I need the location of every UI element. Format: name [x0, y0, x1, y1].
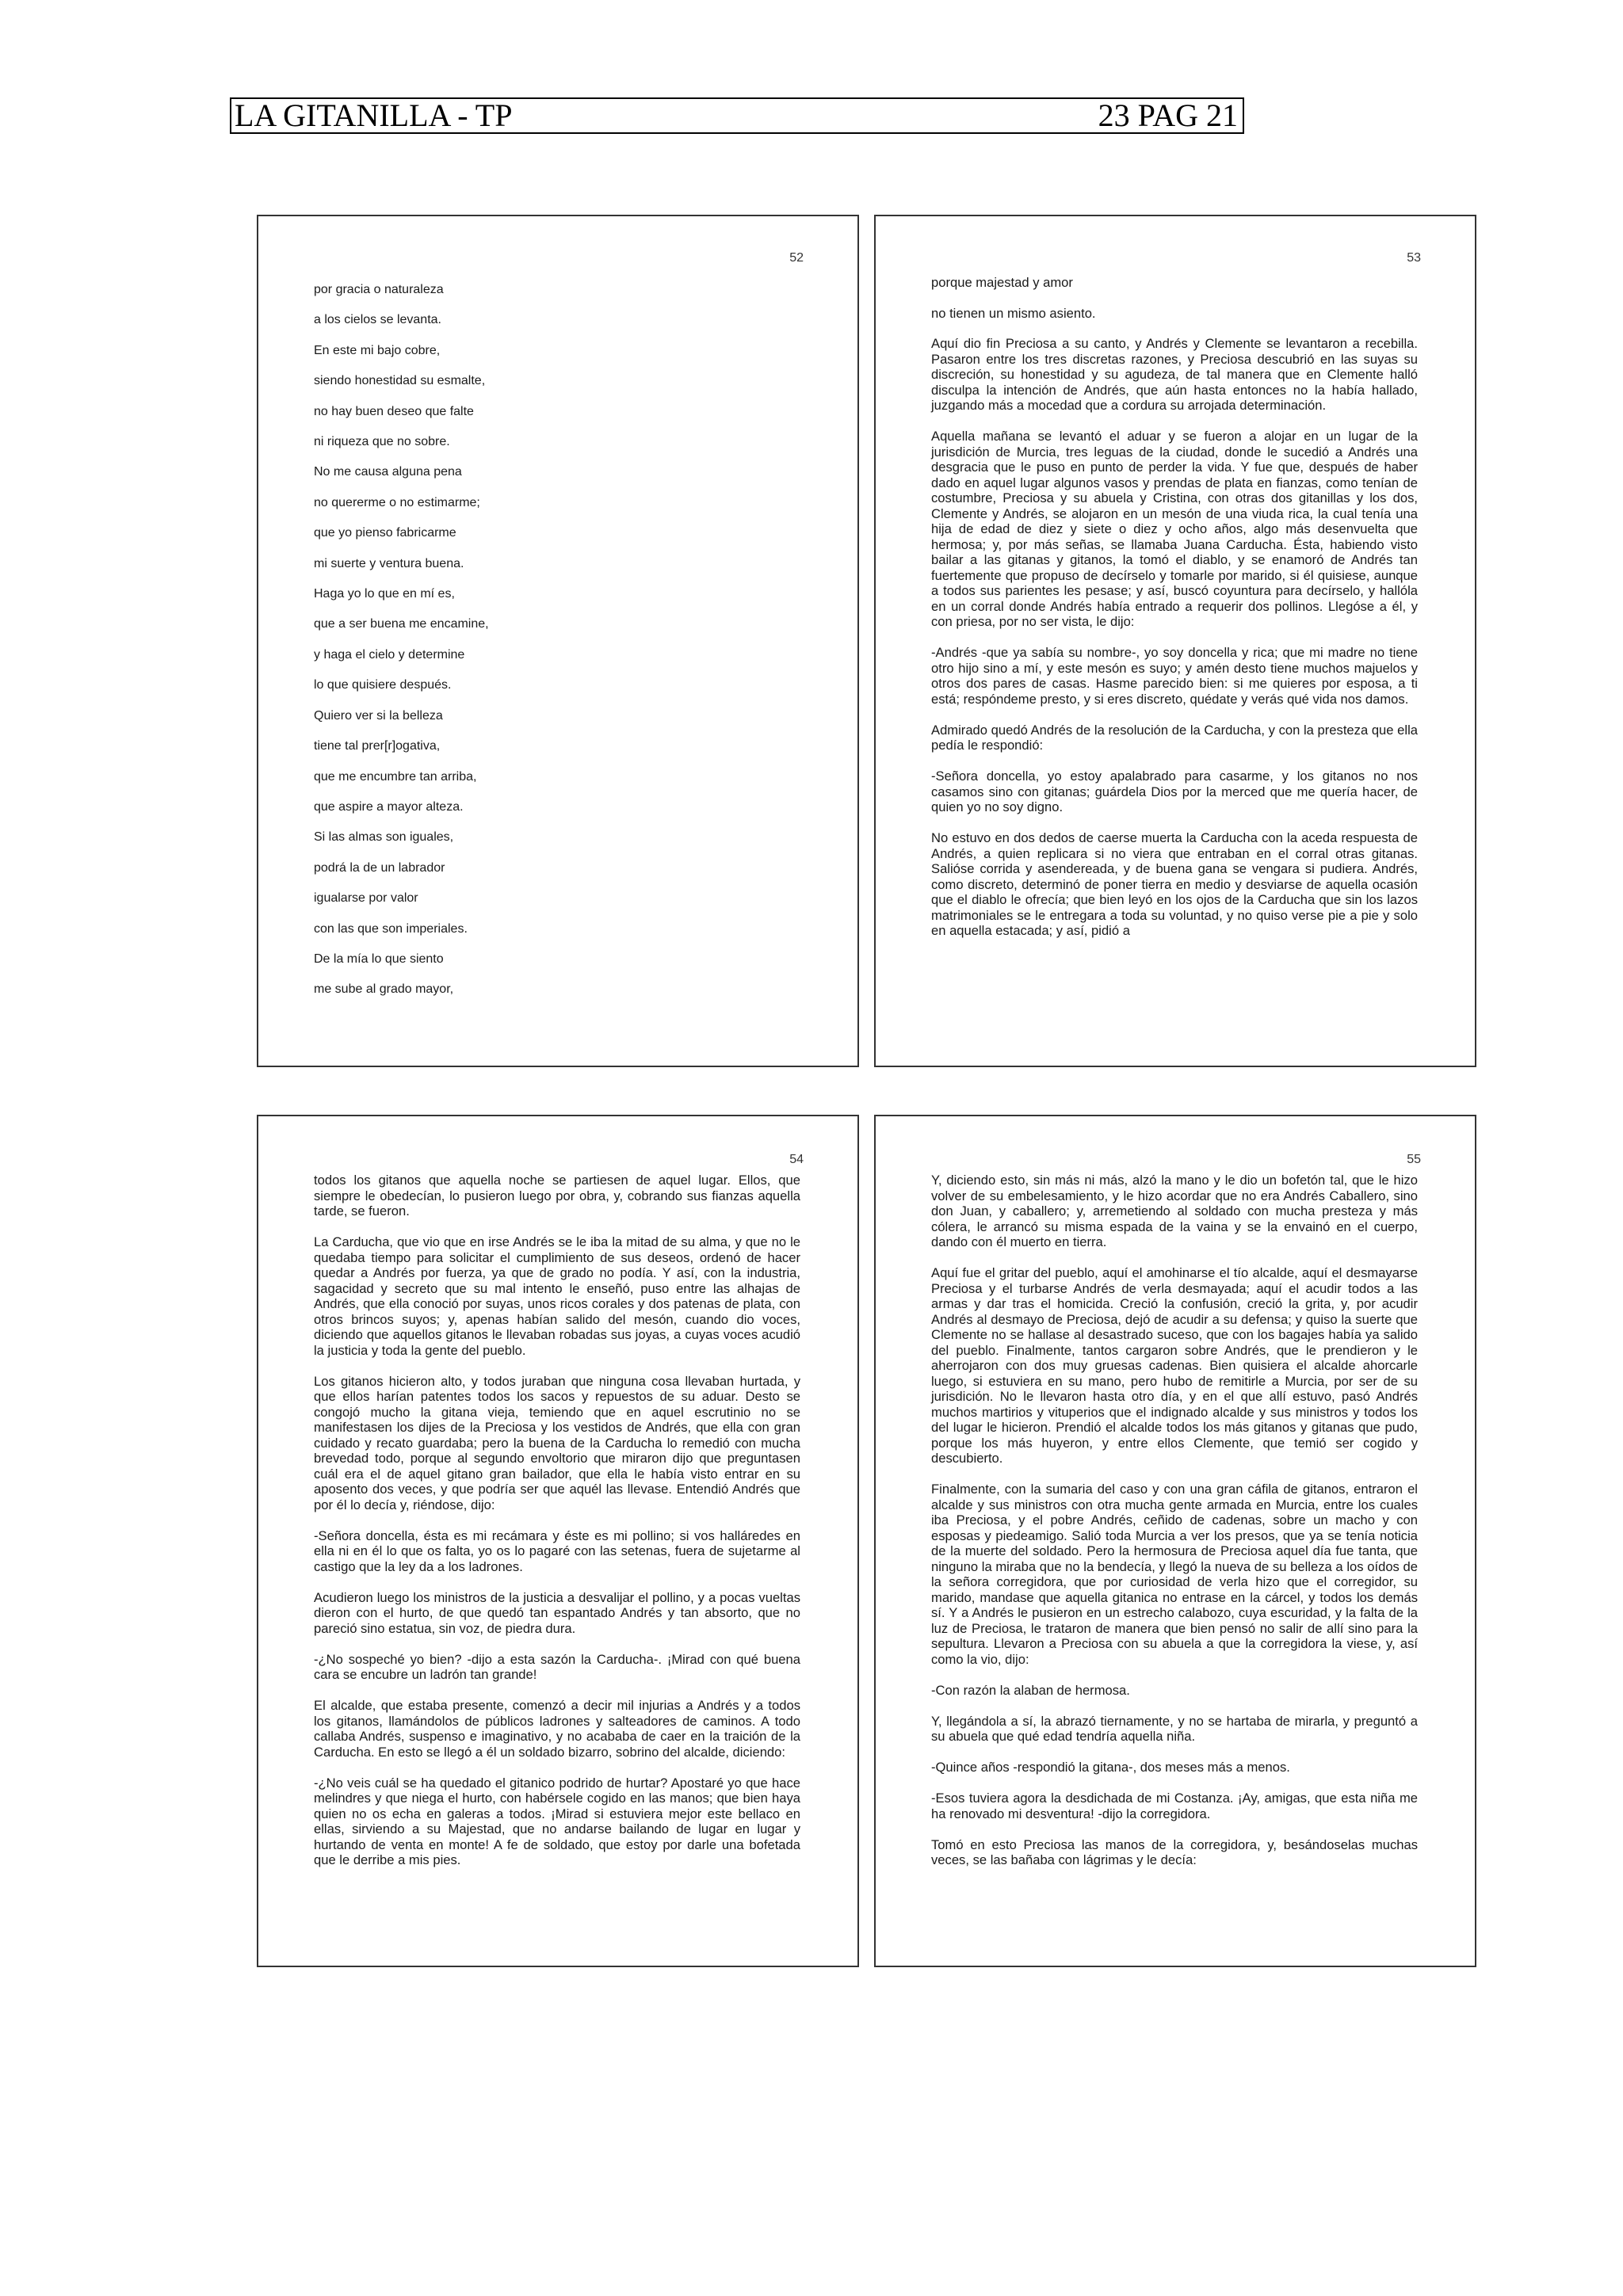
- book-page-53: [874, 215, 1476, 1067]
- paragraph: Finalmente, con la sumaria del caso y con una gran cáfila de gitanos, entraron el alcalde y sus ministros con otra mucha gente armada en Murcia, entre los cuales iba Preciosa, y el pobre Andrés, ceñido de cadenas, sobre un macho y con esposas y piedeamigo. Salió toda Murcia a ver los presos, que ya se tenía noticia de la muerte del soldado. Pero la hermosura de Preciosa aquel día fue tanta, que ninguno la miraba que no la bendecía, y llegó la nueva de su belleza a los oídos de la señora corregidora, que por curiosidad de verla hizo que el corregidor, su marido, mandase que aquella gitanica no entrase en la cárcel, y todos los demás sí. Y a Andrés le pusieron en un estrecho calabozo, cuya escuridad, y la falta de la luz de Preciosa, le trataron de manera que bien pensó no salir de allí sino para la sepultura. Llevaron a Preciosa con su abuela a que la corregidora la viese, y, así como la vio, dijo:: [931, 1482, 1418, 1667]
- verse-line: con las que son imperiales.: [314, 921, 468, 936]
- paragraph: -¿No sospeché yo bien? -dijo a esta sazón la Carducha-. ¡Mirad con qué buena cara se encubre un ladrón tan grande!: [314, 1651, 800, 1682]
- book-page-54: [257, 1115, 859, 1967]
- paragraph: Y, diciendo esto, sin más ni más, alzó la mano y le dio un bofetón tal, que le hizo volver de su embelesamiento, y le hizo acordar que no era Andrés Caballero, sino don Juan, y caballero; y, arremetiendo al soldado con mucha presteza y más cólera, le arrancó su misma espada de la vaina y se la envainó en el cuerpo, dando con él muerto en tierra.: [931, 1173, 1418, 1249]
- page-number: 53: [1407, 251, 1421, 265]
- verse-line: igualarse por valor: [314, 891, 418, 906]
- verse-line: podrá la de un labrador: [314, 860, 445, 875]
- verse-line: y haga el cielo y determine: [314, 647, 465, 662]
- verse-line: que me encumbre tan arriba,: [314, 769, 477, 784]
- verse-line: siendo honestidad su esmalte,: [314, 374, 486, 388]
- verse-line: no quererme o no estimarme;: [314, 495, 480, 509]
- verse-line: que yo pienso fabricarme: [314, 526, 456, 540]
- verse-line: tiene tal prer[r]ogativa,: [314, 739, 441, 753]
- book-page-52: [257, 215, 859, 1067]
- paragraph: -Señora doncella, yo estoy apalabrado para casarme, y los gitanos no nos casamos sino con gitanas; guárdela Dios por la merced que me quería hacer, de quien yo no soy digno.: [931, 769, 1418, 814]
- paragraph: -Esos tuviera agora la desdichada de mi Costanza. ¡Ay, amigas, que esta niña me ha renovado mi desventura! -dijo la corregidora.: [931, 1791, 1418, 1821]
- verse-line: que aspire a mayor alteza.: [314, 799, 464, 814]
- page-number: 55: [1407, 1153, 1421, 1166]
- verse-line: Si las almas son iguales,: [314, 830, 454, 845]
- page-text: [931, 275, 1418, 939]
- verse-line: por gracia o naturaleza: [314, 283, 444, 296]
- verse-line: De la mía lo que siento: [314, 952, 444, 966]
- verse-line: Haga yo lo que en mí es,: [314, 587, 455, 601]
- document-title: LA GITANILLA - TP: [235, 97, 513, 133]
- verse-line: Quiero ver si la belleza: [314, 708, 443, 723]
- verse-line: En este mi bajo cobre,: [314, 343, 441, 357]
- paragraph: Admirado quedó Andrés de la resolución de la Carducha, y con la presteza que ella pedía le respondió:: [931, 722, 1418, 753]
- paragraph: -Quince años -respondió la gitana-, dos meses más a menos.: [931, 1760, 1290, 1775]
- page-text: [931, 1173, 1418, 1868]
- verse-line: mi suerte y ventura buena.: [314, 556, 464, 570]
- paragraph: Aquella mañana se levantó el aduar y se fueron a alojar en un lugar de la jurisdición de Murcia, tres leguas de la ciudad, donde le sucedió a Andrés una desgracia que le puso en punto de perder la vida. Y fue que, después de haber dado en aquel lugar algunos vasos y prendas de plata en fianzas, como tenían de costumbre, Preciosa y su abuela y Cristina, con otras dos gitanillas y los dos, Clemente y Andrés, se alojaron en un mesón de una viuda rica, la cual tenía una hija de edad de diez y siete o diez y ocho años, algo más desenvuelta que hermosa; y, por más señas, se llamaba Juana Carducha. Ésta, habiendo visto bailar a las gitanas y gitanos, la tomó el diablo, y se enamoró de Andrés tan fuertemente que propuso de decírselo y tomarle por marido, si él quisiese, aunque a todos sus parientes les pesase; y así, buscó coyuntura para decírselo, y hallóla en un corral donde Andrés había entrado a requerir dos pollinos. Llegóse a él, y con priesa, por no ser vista, le dijo:: [931, 429, 1418, 629]
- paragraph: Aquí fue el gritar del pueblo, aquí el amohinarse el tío alcalde, aquí el desmayarse Preciosa y el turbarse Andrés de verla desmayada; aquí el acudir todos a las armas y dar tras el homicida. Creció la confusión, creció la grita, y, por acudir Andrés al desmayo de Preciosa, dejó de acudir a su defensa; y quiso la suerte que Clemente no se hallase al desastrado suceso, que con los bagajes había ya salido del pueblo. Finalmente, tantos cargaron sobre Andrés, que le prendieron y le aherrojaron con dos muy gruesas cadenas. Bien quisiera el alcalde ahorcarle luego, si estuviera en su mano, pero hubo de remitirle a Murcia, por ser de su jurisdición. No le llevaron hasta otro día, y en el que allí estuvo, pasó Andrés muchos martirios y vituperios que el indignado alcalde y sus ministros y todos los del lugar le hicieron. Prendió el alcalde todos los más gitanos y gitanas que pudo, porque los más huyeron, y entre ellos Clemente, que temió ser cogido y descubierto.: [931, 1265, 1418, 1466]
- verse-line: me sube al grado mayor,: [314, 982, 454, 997]
- paragraph: Tomó en esto Preciosa las manos de la corregidora, y, besándoselas muchas veces, se las bañaba con lágrimas y le decía:: [931, 1836, 1418, 1867]
- verse-line: ni riqueza que no sobre.: [314, 435, 450, 449]
- paragraph: -Con razón la alaban de hermosa.: [931, 1682, 1130, 1698]
- paragraph: -¿No veis cuál se ha quedado el gitanico podrido de hurtar? Apostaré yo que hace melindres y que niega el hurto, con habérsele cogido en las manos; que bien haya quien no os echa en galeras a todos. ¡Mirad si estuviera mejor este bellaco en ellas, sirviendo a su Majestad, que no andarse bailando de lugar en lugar y hurtando de venta en monte! A fe de soldado, que estoy por darle una bofetada que le derribe a mis pies.: [314, 1775, 800, 1867]
- paragraph: Y, llegándola a sí, la abrazó tiernamente, y no se hartaba de mirarla, y preguntó a su abuela que qué edad tendría aquella niña.: [931, 1713, 1418, 1744]
- verse-line: no tienen un mismo asiento.: [931, 305, 1096, 321]
- page-number: 54: [789, 1153, 804, 1166]
- paragraph: -Andrés -que ya sabía su nombre-, yo soy doncella y rica; que mi madre no tiene otro hijo sino a mí, y este mesón es suyo; y amén desto tiene muchos majuelos y otros dos pares de casas. Hasme parecido bien: si me quieres por esposa, a ti está; respóndeme presto, y si eres discreto, quédate y verás qué vida nos damos.: [931, 645, 1418, 707]
- document-header: [230, 97, 1244, 134]
- book-page-55: [874, 1115, 1476, 1967]
- verse-line: a los cielos se levanta.: [314, 313, 441, 327]
- paragraph: todos los gitanos que aquella noche se partiesen de aquel lugar. Ellos, que siempre le obedecían, lo pusieron luego por obra, y, cobrando sus fianzas aquella tarde, se fueron.: [314, 1173, 800, 1219]
- paragraph: Los gitanos hicieron alto, y todos juraban que ninguna cosa llevaban hurtada, y que ellos harían patentes todos los sacos y repuestos de su aduar. Desto se congojó mucho la gitana vieja, temiendo que en aquel escrutinio no se manifestasen los dijes de la Preciosa y los vestidos de Andrés, que ella con gran cuidado y recato guardaba; pero la buena de la Carducha lo remedió con mucha brevedad todo, porque al segundo envoltorio que miraron dijo que preguntasen cuál era el de aquel gitano gran bailador, que ella le había visto entrar en su aposento dos veces, y que podría ser que aquél las llevase. Entendió Andrés que por él lo decía y, riéndose, dijo:: [314, 1373, 800, 1512]
- verse-line: No me causa alguna pena: [314, 465, 462, 479]
- paragraph: Aquí dio fin Preciosa a su canto, y Andrés y Clemente se levantaron a recebilla. Pasaron entre los tres discretas razones, y Preciosa descubrió en las suyas su discreción, su honestidad y su agudeza, de tal manera que en Clemente halló disculpa la intención de Andrés, que aún hasta entonces no la había hallado, juzgando más a mocedad que a cordura su arrojada determinación.: [931, 336, 1418, 413]
- page-text: [314, 1173, 800, 1868]
- verse-line: que a ser buena me encamine,: [314, 617, 489, 631]
- page-reference: 23 PAG 21: [1098, 97, 1238, 133]
- verse-block: [314, 275, 489, 1005]
- verse-line: no hay buen deseo que falte: [314, 404, 474, 418]
- paragraph: No estuvo en dos dedos de caerse muerta la Carducha con la aceda respuesta de Andrés, a quien replicara si no viera que entraban en el corral otras gitanas. Salióse corrida y asendereada, y de buena gana se vengara si pudiera. Andrés, como discreto, determinó de poner tierra en medio y desviarse de aquella ocasión que el diablo le ofrecía; que bien leyó en los ojos de la Carducha que sin los lazos matrimoniales se le entregara a toda su voluntad, y no quiso verse pie a pie y solo en aquella estacada; y así, pidió a: [931, 830, 1418, 938]
- paragraph: El alcalde, que estaba presente, comenzó a decir mil injurias a Andrés y a todos los gitanos, llamándolos de públicos ladrones y salteadores de caminos. A todo callaba Andrés, suspenso e imaginativo, y no acababa de caer en la traición de la Carducha. En esto se llegó a él un soldado bizarro, sobrino del alcalde, diciendo:: [314, 1698, 800, 1760]
- paragraph: La Carducha, que vio que en irse Andrés se le iba la mitad de su alma, y que no le quedaba tiempo para solicitar el cumplimiento de sus deseos, ordenó de hacer quedar a Andrés por fuerza, ya que de grado no podía. Y así, con la industria, sagacidad y secreto que su mal intento le enseñó, puso entre las alhajas de Andrés, que ella conoció por suyas, unos ricos corales y dos patenas de plata, con otros brincos suyos; y, apenas habían salido del mesón, cuando dio voces, diciendo que aquellos gitanos le llevaban robadas sus joyas, a cuyas voces acudió la justicia y toda la gente del pueblo.: [314, 1234, 800, 1358]
- page-number: 52: [789, 251, 804, 265]
- verse-line: lo que quisiere después.: [314, 678, 452, 692]
- paragraph: -Señora doncella, ésta es mi recámara y éste es mi pollino; si vos halláredes en ella ni en él lo que os falta, yo os lo pagaré con las setenas, fuera de sujetarme al castigo que la ley da a los ladrones.: [314, 1527, 800, 1574]
- verse-line: porque majestad y amor: [931, 275, 1073, 290]
- paragraph: Acudieron luego los ministros de la justicia a desvalijar el pollino, y a pocas vueltas dieron con el hurto, de que quedó tan espantado Andrés y tan absorto, que no pareció sino estatua, sin voz, de piedra dura.: [314, 1589, 800, 1636]
